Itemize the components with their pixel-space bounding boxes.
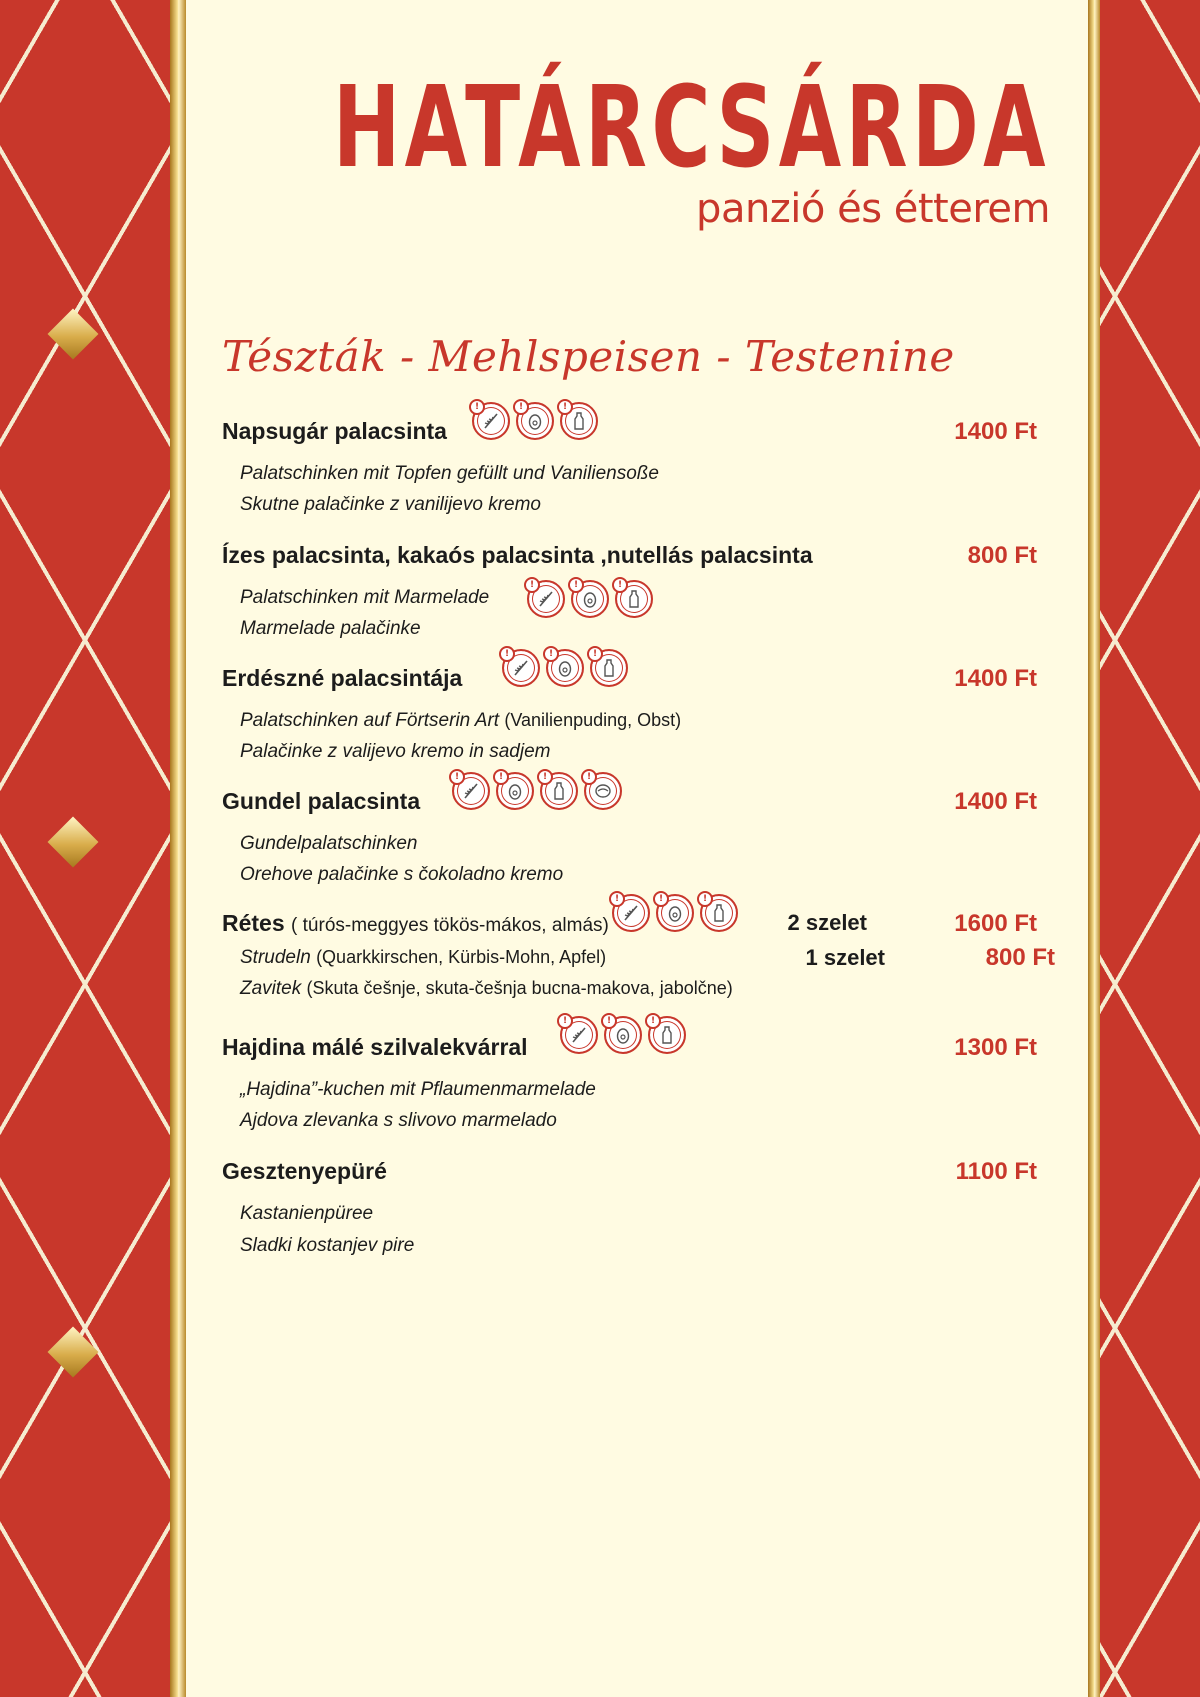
item-name: Erdészné palacsintája [222, 665, 463, 691]
wheat-icon [527, 580, 565, 618]
item-desc-sl: Palačinke z valijevo kremo in sadjem [240, 741, 551, 762]
brand-header [54, 63, 1050, 232]
item-desc-sl: Sladki kostanjev pire [240, 1235, 415, 1256]
wheat-icon [560, 1016, 598, 1054]
egg-icon [496, 772, 534, 810]
desc-note: (Skuta češnje, skuta-češnja bucna-makova, jabolčne) [306, 978, 733, 998]
allergen-icons [452, 772, 622, 810]
name-note: ( túrós-meggyes tökös-mákos, almás) [291, 915, 609, 936]
brand-name: HATÁRCSÁRDA [332, 63, 1050, 193]
egg-icon [546, 649, 584, 687]
item-desc-sl: Skutne palačinke z vanilijevo kremo [240, 494, 541, 515]
item-price: 1400 Ft [954, 418, 1037, 445]
item-name [222, 910, 609, 937]
allergen-icons [560, 1016, 686, 1054]
desc-text: Zavitek [240, 978, 302, 999]
gold-stripe-right [1088, 0, 1100, 1697]
name-text: Rétes [222, 910, 285, 936]
desc-text: Strudeln [240, 947, 311, 968]
nut-icon [584, 772, 622, 810]
item-name: Napsugár palacsinta [222, 418, 447, 444]
item-price: 1400 Ft [954, 665, 1037, 692]
item-price: 800 Ft [967, 542, 1037, 569]
item-desc-de: Gundelpalatschinken [240, 833, 418, 854]
menu-item [222, 910, 1055, 1004]
item-desc-de: Palatschinken mit Marmelade [240, 587, 490, 608]
item-desc-sl: Orehove palačinke s čokoladno kremo [240, 864, 564, 885]
item-desc-de [240, 705, 1037, 736]
milk-bottle-icon [590, 649, 628, 687]
milk-bottle-icon [700, 894, 738, 932]
item-price: 1100 Ft [955, 1158, 1037, 1185]
menu-item [222, 1158, 1037, 1262]
wheat-icon [452, 772, 490, 810]
item-name: Hajdina málé szilvalekvárral [222, 1034, 528, 1060]
egg-icon [656, 894, 694, 932]
milk-bottle-icon [560, 402, 598, 440]
item-price: 1600 Ft [954, 910, 1037, 937]
menu-item [222, 665, 1037, 767]
item-name: Gesztenyepüré [222, 1158, 387, 1184]
portion-label: 1 szelet [805, 945, 885, 970]
item-desc-de: „Hajdina”-kuchen mit Pflaumenmarmelade [240, 1079, 596, 1100]
menu-item [222, 418, 1037, 520]
milk-bottle-icon [615, 580, 653, 618]
item-price: 800 Ft [985, 944, 1055, 971]
item-desc-de [240, 942, 1055, 973]
portion-label: 2 szelet [787, 910, 867, 935]
item-desc-sl [240, 973, 1037, 1004]
egg-icon [516, 402, 554, 440]
menu-item [222, 1034, 1037, 1136]
brand-subtitle: panzió és étterem [696, 186, 1050, 232]
allergen-icons [612, 894, 738, 932]
milk-bottle-icon [648, 1016, 686, 1054]
allergen-icons [527, 580, 653, 618]
item-price: 1400 Ft [954, 788, 1037, 815]
section-title: Tészták - Mehlspeisen - Testenine [222, 332, 955, 381]
desc-note: (Vanilienpuding, Obst) [504, 710, 682, 730]
wheat-icon [472, 402, 510, 440]
desc-note: (Quarkkirschen, Kürbis-Mohn, Apfel) [316, 947, 607, 967]
item-desc-sl: Marmelade palačinke [240, 618, 421, 639]
allergen-icons [472, 402, 598, 440]
allergen-icons [502, 649, 628, 687]
item-price: 1300 Ft [954, 1034, 1037, 1061]
desc-text: Palatschinken auf Förtserin Art [240, 710, 500, 731]
egg-icon [571, 580, 609, 618]
menu-item [222, 788, 1037, 890]
wheat-icon [612, 894, 650, 932]
item-desc-de: Kastanienpüree [240, 1203, 374, 1224]
egg-icon [604, 1016, 642, 1054]
wheat-icon [502, 649, 540, 687]
item-name: Ízes palacsinta, kakaós palacsinta ,nutellás palacsinta [222, 542, 813, 568]
gold-stripe-left [170, 0, 186, 1697]
item-name: Gundel palacsinta [222, 788, 421, 814]
milk-bottle-icon [540, 772, 578, 810]
menu-item [222, 542, 1037, 644]
item-desc-de: Palatschinken mit Topfen gefüllt und Vaniliensoße [240, 463, 659, 484]
item-desc-sl: Ajdova zlevanka s slivovo marmelado [240, 1110, 557, 1131]
